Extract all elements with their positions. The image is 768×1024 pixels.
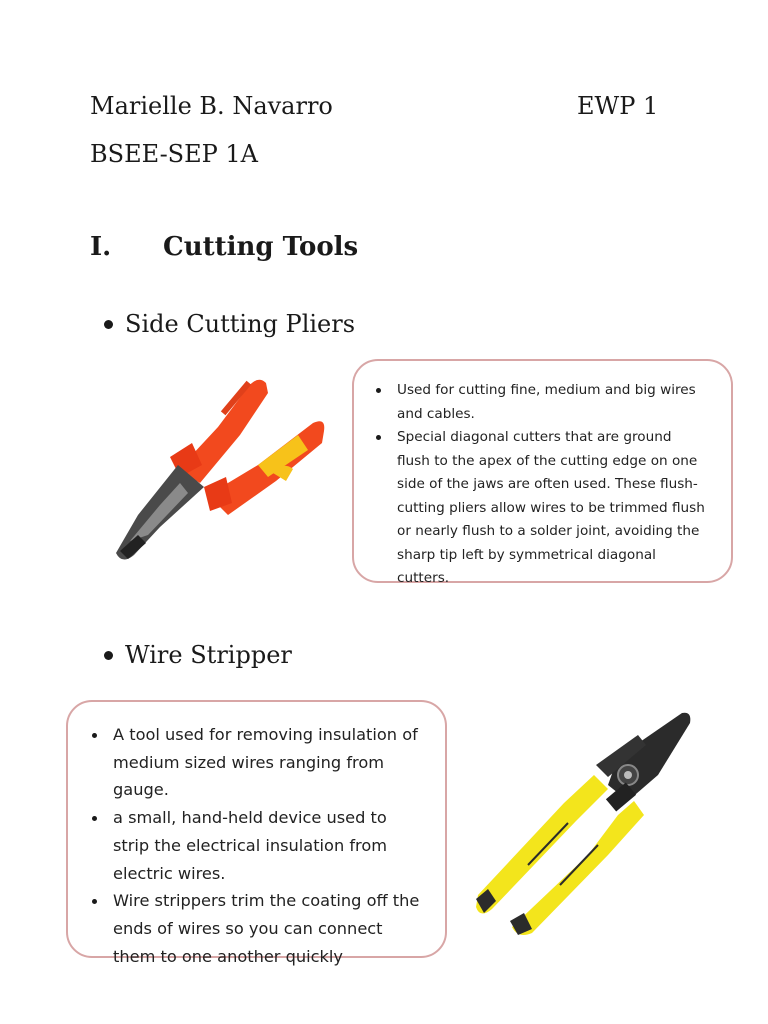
section-heading bbox=[90, 232, 358, 262]
tool-heading-side-cutting-pliers bbox=[104, 310, 355, 338]
section-number: I. bbox=[90, 232, 112, 262]
list-item bbox=[113, 721, 425, 804]
point-text: A tool used for removing insulation of medium sized wires ranging from gauge. bbox=[113, 725, 418, 800]
section-title: Cutting Tools bbox=[163, 232, 359, 262]
tool-heading-wire-stripper bbox=[104, 641, 292, 669]
wire-stripper-description bbox=[66, 700, 447, 966]
point-text: Special diagonal cutters that are ground flush to the apex of the cutting edge on one side of the jaws are often used. These flush-cutting pliers allow wires to be trimmed flush or nearly flush to a solder joint, avoiding the sharp tip left by symmetrical diagonal cutters. bbox=[397, 429, 705, 586]
tool-name: Wire Stripper bbox=[125, 641, 292, 669]
section-code: BSEE-SEP 1A bbox=[90, 140, 259, 168]
author-name: Marielle B. Navarro bbox=[90, 92, 333, 120]
course-id: EWP 1 bbox=[577, 92, 659, 120]
side-cutting-pliers-icon bbox=[108, 365, 330, 580]
bullet-icon bbox=[92, 816, 97, 821]
wire-stripper-icon bbox=[468, 705, 700, 937]
bullet-icon bbox=[104, 320, 113, 329]
side-cutting-pliers-description bbox=[352, 359, 733, 586]
list-item bbox=[113, 804, 425, 887]
point-text: Used for cutting fine, medium and big wires and cables. bbox=[397, 382, 696, 422]
tool-name: Side Cutting Pliers bbox=[125, 310, 356, 338]
bullet-icon bbox=[104, 651, 113, 660]
point-text: a small, hand-held device used to strip the electrical insulation from electric wires. bbox=[113, 808, 388, 883]
list-item bbox=[397, 426, 707, 591]
list-item bbox=[397, 379, 707, 426]
list-item bbox=[113, 887, 425, 970]
bullet-icon bbox=[92, 899, 97, 904]
point-text: Wire strippers trim the coating off the ends of wires so you can connect them to one another quickly bbox=[113, 891, 420, 966]
bullet-icon bbox=[376, 435, 381, 440]
bullet-icon bbox=[92, 733, 97, 738]
bullet-icon bbox=[376, 388, 381, 393]
